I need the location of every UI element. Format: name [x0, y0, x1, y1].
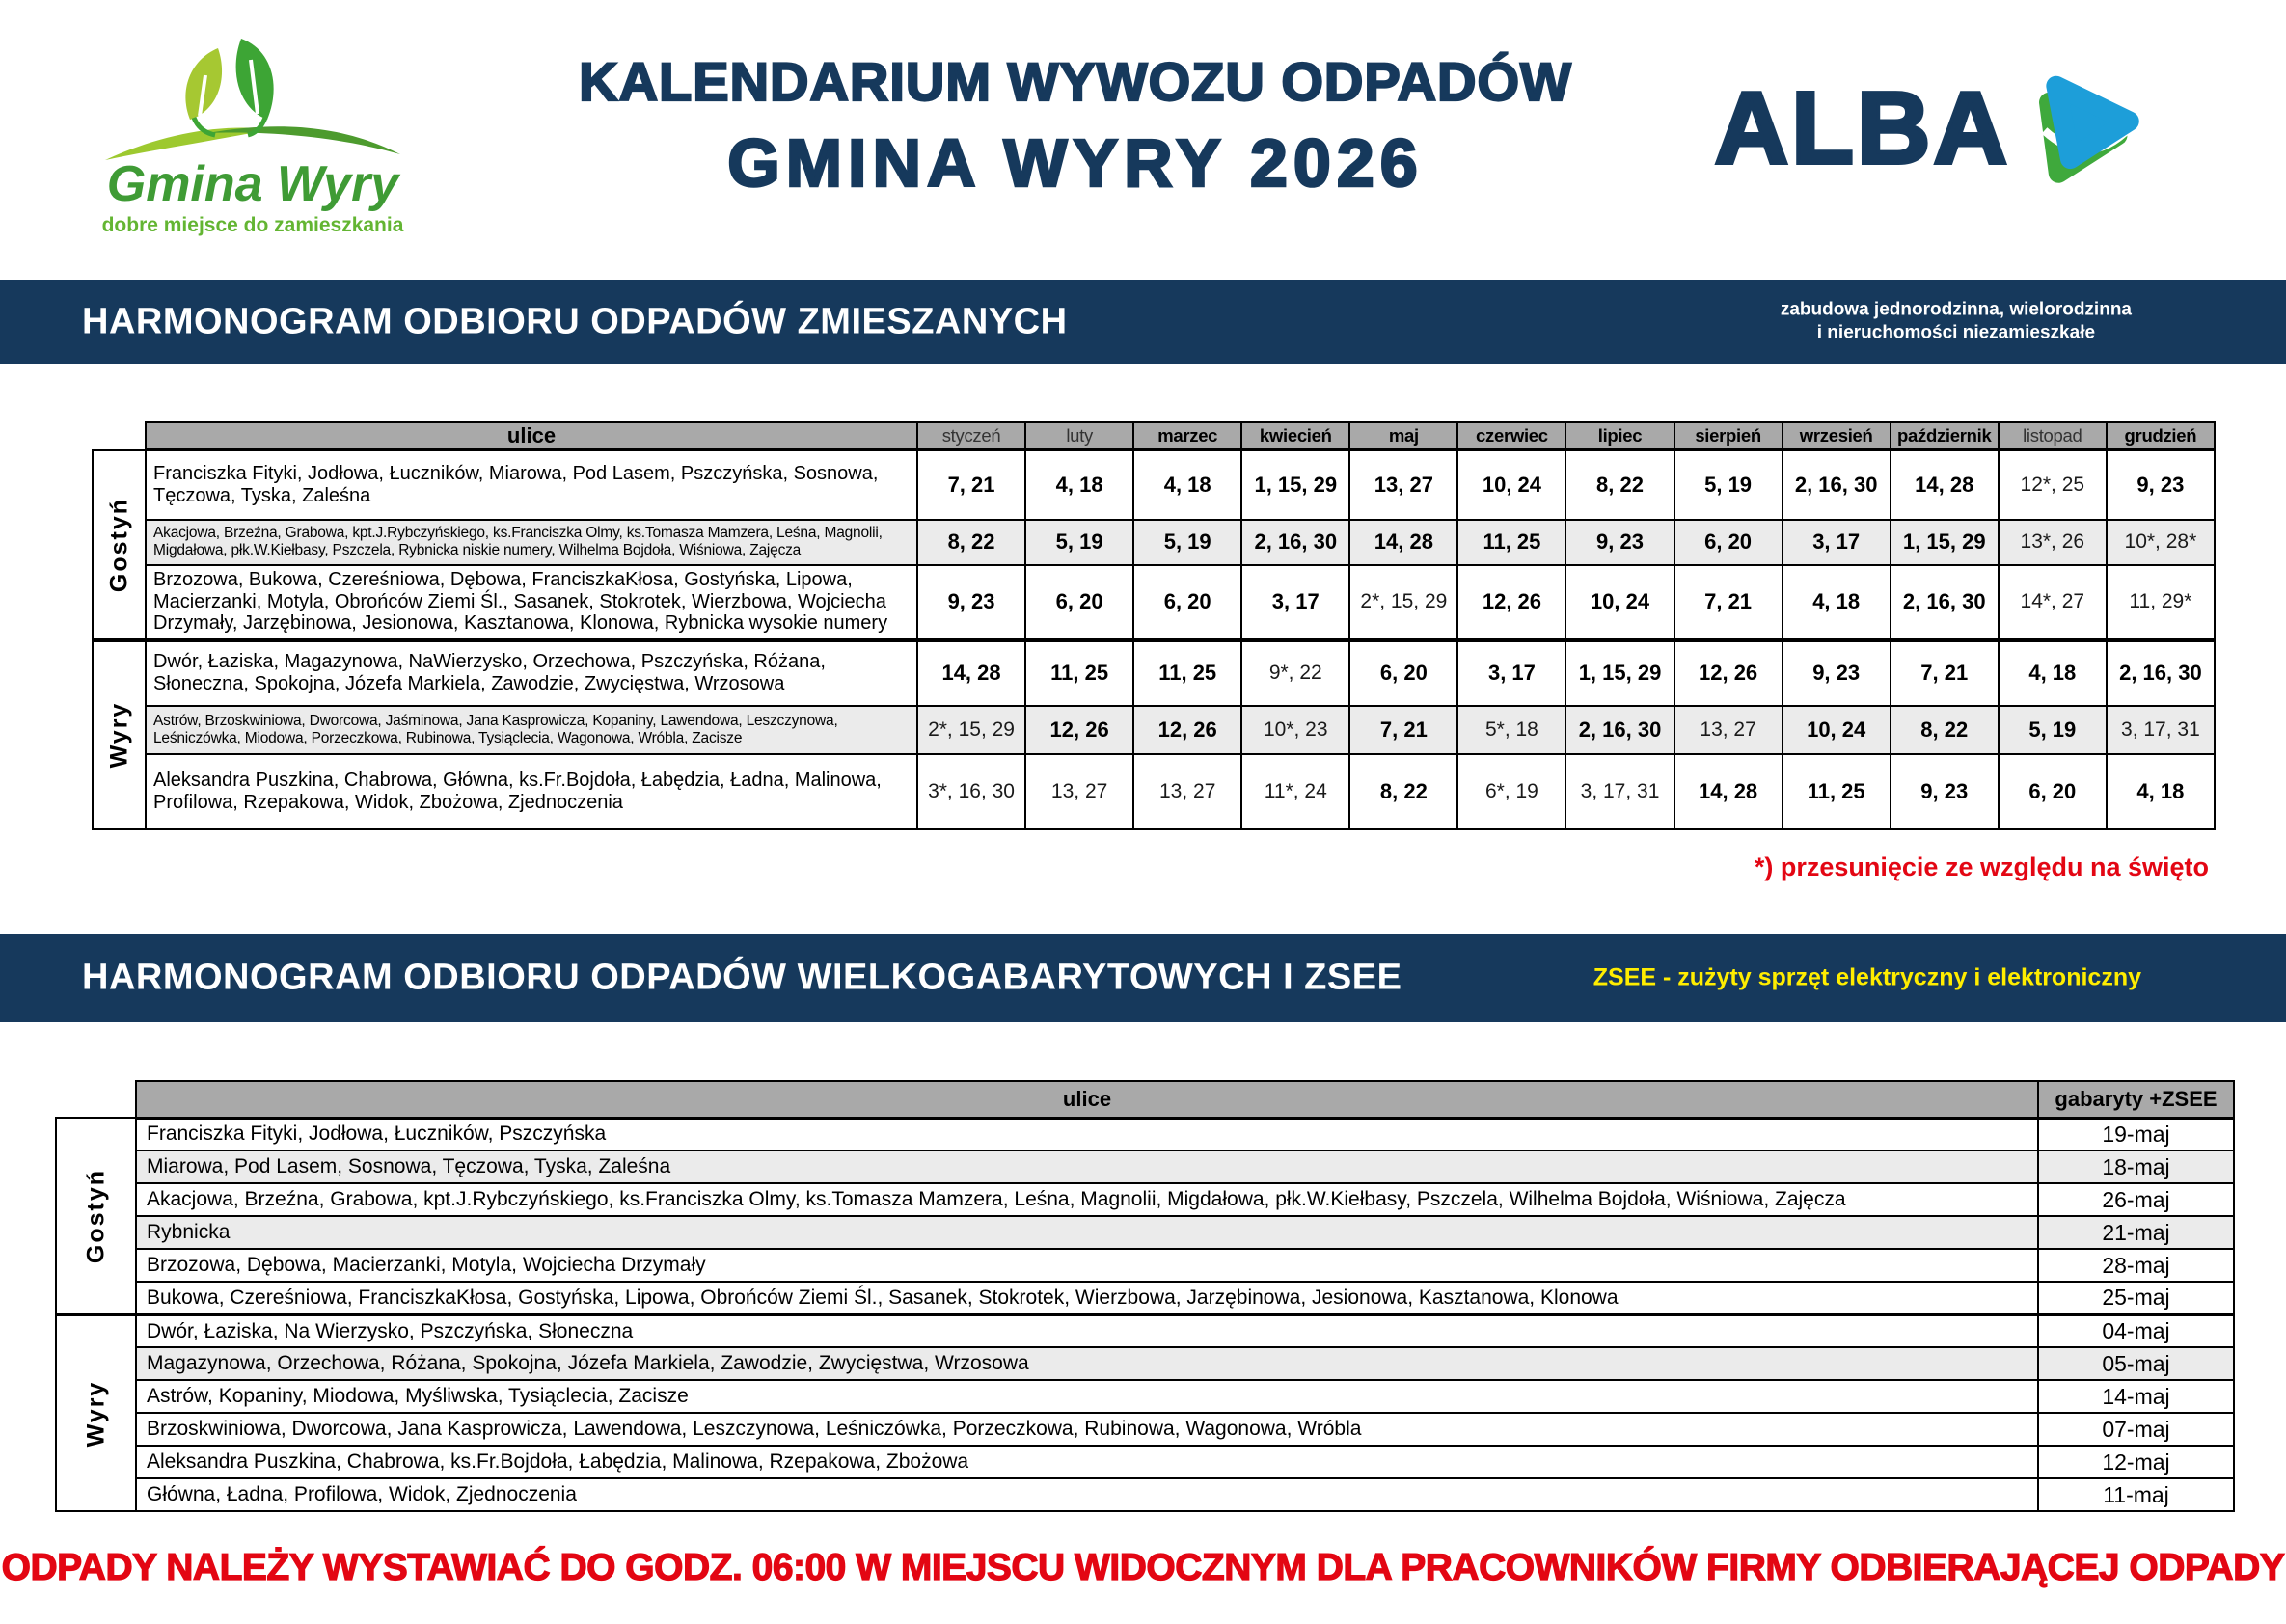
- date-cell: 13, 27: [1133, 754, 1241, 829]
- date-cell: 14, 28: [1891, 450, 1999, 520]
- table-row: [56, 1478, 2234, 1511]
- streets-cell: Rybnicka: [136, 1216, 2038, 1249]
- table-row: [56, 1150, 2234, 1183]
- streets-cell: Franciszka Fityki, Jodłowa, Łuczników, Pszczyńska: [136, 1118, 2038, 1150]
- date-cell: 8, 22: [917, 520, 1025, 565]
- date-cell: 5, 19: [1999, 706, 2107, 754]
- date-cell: 3, 17: [1783, 520, 1891, 565]
- group-label-gostyn: [56, 1118, 136, 1314]
- group-label-wyry: [56, 1314, 136, 1511]
- alba-logo: [1715, 69, 2143, 187]
- date-cell: 6, 20: [1674, 520, 1783, 565]
- table-row: [93, 706, 2215, 754]
- date-cell: 12*, 25: [1999, 450, 2107, 520]
- date-cell: 2, 16, 30: [2107, 640, 2215, 706]
- bulky-date-cell: 05-maj: [2038, 1347, 2234, 1380]
- date-cell: 4, 18: [1025, 450, 1133, 520]
- streets-cell: Brzozowa, Bukowa, Czereśniowa, Dębowa, FranciszkaKłosa, Gostyńska, Lipowa, Macierzanki, Motyla, Obrońców Ziemi Śl., Sasanek, Stokrotek, Wierzbowa, Wojciecha Drzymały, Jarzębinowa, Jesionowa, Kasztanowa, Klonowa, Rybnicka wysokie numery: [146, 565, 917, 640]
- date-cell: 12, 26: [1674, 640, 1783, 706]
- streets-column-header: ulice: [146, 422, 917, 450]
- date-cell: 3, 17, 31: [2107, 706, 2215, 754]
- bulky-date-cell: 21-maj: [2038, 1216, 2234, 1249]
- streets-cell: Miarowa, Pod Lasem, Sosnowa, Tęczowa, Tyska, Zaleśna: [136, 1150, 2038, 1183]
- date-cell: 11, 25: [1783, 754, 1891, 829]
- date-cell: 8, 22: [1349, 754, 1457, 829]
- date-cell: 4, 18: [1783, 565, 1891, 640]
- date-cell: 11, 29*: [2107, 565, 2215, 640]
- table-row: [56, 1183, 2234, 1216]
- date-cell: 13, 27: [1674, 706, 1783, 754]
- date-cell: 11, 25: [1025, 640, 1133, 706]
- group-label-text: Gostyń: [82, 1168, 109, 1263]
- table-row: [56, 1282, 2234, 1314]
- table-row: [93, 640, 2215, 706]
- streets-cell: Akacjowa, Brzeźna, Grabowa, kpt.J.Rybczyńskiego, ks.Franciszka Olmy, ks.Tomasza Mamzera, Leśna, Magnolii, Migdałowa, płk.W.Kiełbasy, Pszczela, Rybnicka niskie numery, Wilhelma Bojdoła, Wiśniowa, Zajęcza: [146, 520, 917, 565]
- table-row: [93, 565, 2215, 640]
- date-cell: 13, 27: [1349, 450, 1457, 520]
- group-label-text: Gostyń: [105, 497, 132, 592]
- month-header: luty: [1025, 422, 1133, 450]
- date-cell: 2, 16, 30: [1565, 706, 1674, 754]
- date-cell: 5, 19: [1133, 520, 1241, 565]
- table-row: [56, 1118, 2234, 1150]
- date-cell: 11, 25: [1133, 640, 1241, 706]
- date-cell: 9, 23: [1891, 754, 1999, 829]
- table-row: [56, 1446, 2234, 1478]
- month-header: marzec: [1133, 422, 1241, 450]
- date-cell: 4, 18: [2107, 754, 2215, 829]
- streets-column-header: ulice: [136, 1081, 2038, 1118]
- bulky-date-cell: 28-maj: [2038, 1249, 2234, 1282]
- date-cell: 10, 24: [1565, 565, 1674, 640]
- gmina-wyry-logo: [92, 27, 415, 244]
- month-header: styczeń: [917, 422, 1025, 450]
- date-cell: 2, 16, 30: [1891, 565, 1999, 640]
- date-cell: 7, 21: [917, 450, 1025, 520]
- streets-cell: Aleksandra Puszkina, Chabrowa, Główna, ks.Fr.Bojdoła, Łabędzia, Ładna, Malinowa, Profilowa, Rzepakowa, Widok, Zbożowa, Zjednoczenia: [146, 754, 917, 829]
- date-cell: 3, 17, 31: [1565, 754, 1674, 829]
- month-header: wrzesień: [1783, 422, 1891, 450]
- section1-header-bar: [0, 280, 2286, 364]
- bulky-date-column-header: gabaryty +ZSEE: [2038, 1081, 2234, 1118]
- streets-cell: Dwór, Łaziska, Magazynowa, NaWierzysko, Orzechowa, Pszczyńska, Różana, Słoneczna, Spokojna, Józefa Markiela, Zawodzie, Zwycięstwa, Wrzosowa: [146, 640, 917, 706]
- streets-cell: Bukowa, Czereśniowa, FranciszkaKłosa, Gostyńska, Lipowa, Obrońców Ziemi Śl., Sasanek, Stokrotek, Wierzbowa, Jarzębinowa, Jesionowa, Kasztanowa, Klonowa: [136, 1282, 2038, 1314]
- month-header: czerwiec: [1457, 422, 1565, 450]
- section2-heading: HARMONOGRAM ODBIORU ODPADÓW WIELKOGABARYTOWYCH I ZSEE: [82, 957, 1402, 998]
- month-header: grudzień: [2107, 422, 2215, 450]
- group-label-text: Wyry: [82, 1380, 109, 1447]
- streets-cell: Astrów, Kopaniny, Miodowa, Myśliwska, Tysiąclecia, Zacisze: [136, 1380, 2038, 1413]
- table-row: [56, 1314, 2234, 1347]
- corner-spacer: [93, 422, 146, 450]
- date-cell: 10*, 28*: [2107, 520, 2215, 565]
- streets-cell: Akacjowa, Brzeźna, Grabowa, kpt.J.Rybczyńskiego, ks.Franciszka Olmy, ks.Tomasza Mamzera, Leśna, Magnolii, Migdałowa, płk.W.Kiełbasy, Pszczela, Wilhelma Bojdoła, Wiśniowa, Zajęcza: [136, 1183, 2038, 1216]
- bulky-date-cell: 12-maj: [2038, 1446, 2234, 1478]
- date-cell: 5, 19: [1674, 450, 1783, 520]
- group-label-gostyn: [93, 450, 146, 640]
- month-header: listopad: [1999, 422, 2107, 450]
- gmina-logo-wordmark: Gmina Wyry: [106, 156, 399, 212]
- date-cell: 11, 25: [1457, 520, 1565, 565]
- bulky-date-cell: 25-maj: [2038, 1282, 2234, 1314]
- date-cell: 6, 20: [1349, 640, 1457, 706]
- date-cell: 2, 16, 30: [1241, 520, 1349, 565]
- table-row: [93, 754, 2215, 829]
- date-cell: 9, 23: [917, 565, 1025, 640]
- date-cell: 9*, 22: [1241, 640, 1349, 706]
- date-cell: 1, 15, 29: [1241, 450, 1349, 520]
- date-cell: 3*, 16, 30: [917, 754, 1025, 829]
- streets-cell: Aleksandra Puszkina, Chabrowa, ks.Fr.Bojdoła, Łabędzia, Malinowa, Rzepakowa, Zbożowa: [136, 1446, 2038, 1478]
- bulky-date-cell: 04-maj: [2038, 1314, 2234, 1347]
- month-header: październik: [1891, 422, 1999, 450]
- date-cell: 5*, 18: [1457, 706, 1565, 754]
- table-row: [56, 1249, 2234, 1282]
- group-label-wyry: [93, 640, 146, 829]
- date-cell: 14, 28: [917, 640, 1025, 706]
- date-cell: 4, 18: [1133, 450, 1241, 520]
- date-cell: 10, 24: [1457, 450, 1565, 520]
- streets-cell: Magazynowa, Orzechowa, Różana, Spokojna, Józefa Markiela, Zawodzie, Zwycięstwa, Wrzosowa: [136, 1347, 2038, 1380]
- month-header: sierpień: [1674, 422, 1783, 450]
- section1-heading: HARMONOGRAM ODBIORU ODPADÓW ZMIESZANYCH: [82, 301, 1068, 341]
- date-cell: 12, 26: [1025, 706, 1133, 754]
- page-title-line1: KALENDARIUM WYWOZU ODPADÓW: [579, 51, 1572, 112]
- streets-cell: Dwór, Łaziska, Na Wierzysko, Pszczyńska, Słoneczna: [136, 1314, 2038, 1347]
- date-cell: 9, 23: [2107, 450, 2215, 520]
- date-cell: 6, 20: [1999, 754, 2107, 829]
- date-cell: 12, 26: [1457, 565, 1565, 640]
- table-row: [56, 1216, 2234, 1249]
- alba-logo-icon: [2026, 69, 2143, 187]
- mixed-waste-schedule-table: [92, 421, 2216, 830]
- page-title-line2: GMINA WYRY 2026: [727, 125, 1424, 201]
- page-title: [463, 50, 1688, 202]
- section1-subnote-line2: i nieruchomości niezamieszkałe: [1816, 322, 2096, 343]
- date-cell: 1, 15, 29: [1565, 640, 1674, 706]
- logo-hill-dark: [207, 126, 400, 154]
- date-cell: 7, 21: [1891, 640, 1999, 706]
- streets-cell: Franciszka Fityki, Jodłowa, Łuczników, Miarowa, Pod Lasem, Pszczyńska, Sosnowa, Tęczowa, Tyska, Zaleśna: [146, 450, 917, 520]
- date-cell: 9, 23: [1783, 640, 1891, 706]
- date-cell: 3, 17: [1241, 565, 1349, 640]
- month-header: kwiecień: [1241, 422, 1349, 450]
- holiday-footnote: *) przesunięcie ze względu na święto: [1754, 853, 2209, 881]
- bulky-date-cell: 11-maj: [2038, 1478, 2234, 1511]
- section2-header-bar: [0, 934, 2286, 1022]
- date-cell: 3, 17: [1457, 640, 1565, 706]
- date-cell: 6, 20: [1133, 565, 1241, 640]
- date-cell: 12, 26: [1133, 706, 1241, 754]
- bulky-date-cell: 07-maj: [2038, 1413, 2234, 1446]
- bulky-date-cell: 26-maj: [2038, 1183, 2234, 1216]
- date-cell: 4, 18: [1999, 640, 2107, 706]
- group-label-text: Wyry: [105, 701, 132, 769]
- bulky-date-cell: 18-maj: [2038, 1150, 2234, 1183]
- date-cell: 1, 15, 29: [1891, 520, 1999, 565]
- date-cell: 5, 19: [1025, 520, 1133, 565]
- date-cell: 6, 20: [1025, 565, 1133, 640]
- bulky-date-cell: 14-maj: [2038, 1380, 2234, 1413]
- date-cell: 13*, 26: [1999, 520, 2107, 565]
- date-cell: 7, 21: [1674, 565, 1783, 640]
- bottom-notice: ODPADY NALEŻY WYSTAWIAĆ DO GODZ. 06:00 W MIEJSCU WIDOCZNYM DLA PRACOWNIKÓW FIRMY ODBIERAJĄCEJ ODPADY: [1, 1547, 2285, 1588]
- month-header: lipiec: [1565, 422, 1674, 450]
- date-cell: 2*, 15, 29: [1349, 565, 1457, 640]
- streets-cell: Brzozowa, Dębowa, Macierzanki, Motyla, Wojciecha Drzymały: [136, 1249, 2038, 1282]
- bulky-date-cell: 19-maj: [2038, 1118, 2234, 1150]
- table-row: [93, 520, 2215, 565]
- table-row: [56, 1347, 2234, 1380]
- date-cell: 10*, 23: [1241, 706, 1349, 754]
- date-cell: 7, 21: [1349, 706, 1457, 754]
- table-row: [56, 1413, 2234, 1446]
- date-cell: 10, 24: [1783, 706, 1891, 754]
- date-cell: 6*, 19: [1457, 754, 1565, 829]
- date-cell: 11*, 24: [1241, 754, 1349, 829]
- section1-subnote-line1: zabudowa jednorodzinna, wielorodzinna: [1780, 298, 2132, 319]
- streets-cell: Brzoskwiniowa, Dworcowa, Jana Kasprowicza, Lawendowa, Leszczynowa, Leśniczówka, Porzeczkowa, Rubinowa, Wagonowa, Wróbla: [136, 1413, 2038, 1446]
- date-cell: 14*, 27: [1999, 565, 2107, 640]
- date-cell: 2*, 15, 29: [917, 706, 1025, 754]
- date-cell: 14, 28: [1674, 754, 1783, 829]
- alba-logo-wordmark: ALBA: [1714, 71, 2010, 185]
- streets-cell: Astrów, Brzoskwiniowa, Dworcowa, Jaśminowa, Jana Kasprowicza, Kopaniny, Lawendowa, Leszczynowa, Leśniczówka, Miodowa, Porzeczkowa, Rubinowa, Tysiąclecia, Wagonowa, Wróbla, Zacisze: [146, 706, 917, 754]
- date-cell: 2, 16, 30: [1783, 450, 1891, 520]
- section1-subnote: [1781, 298, 2132, 345]
- zsee-note: ZSEE - zużyty sprzęt elektryczny i elektroniczny: [1592, 963, 2141, 991]
- gmina-logo-tagline: dobre miejsce do zamieszkania: [101, 214, 404, 236]
- date-cell: 9, 23: [1565, 520, 1674, 565]
- month-header: maj: [1349, 422, 1457, 450]
- corner-spacer: [56, 1081, 136, 1118]
- bulky-waste-schedule-table: [55, 1080, 2235, 1512]
- date-cell: 14, 28: [1349, 520, 1457, 565]
- table-row: [93, 450, 2215, 520]
- date-cell: 8, 22: [1565, 450, 1674, 520]
- table-row: [56, 1380, 2234, 1413]
- streets-cell: Główna, Ładna, Profilowa, Widok, Zjednoczenia: [136, 1478, 2038, 1511]
- date-cell: 8, 22: [1891, 706, 1999, 754]
- date-cell: 13, 27: [1025, 754, 1133, 829]
